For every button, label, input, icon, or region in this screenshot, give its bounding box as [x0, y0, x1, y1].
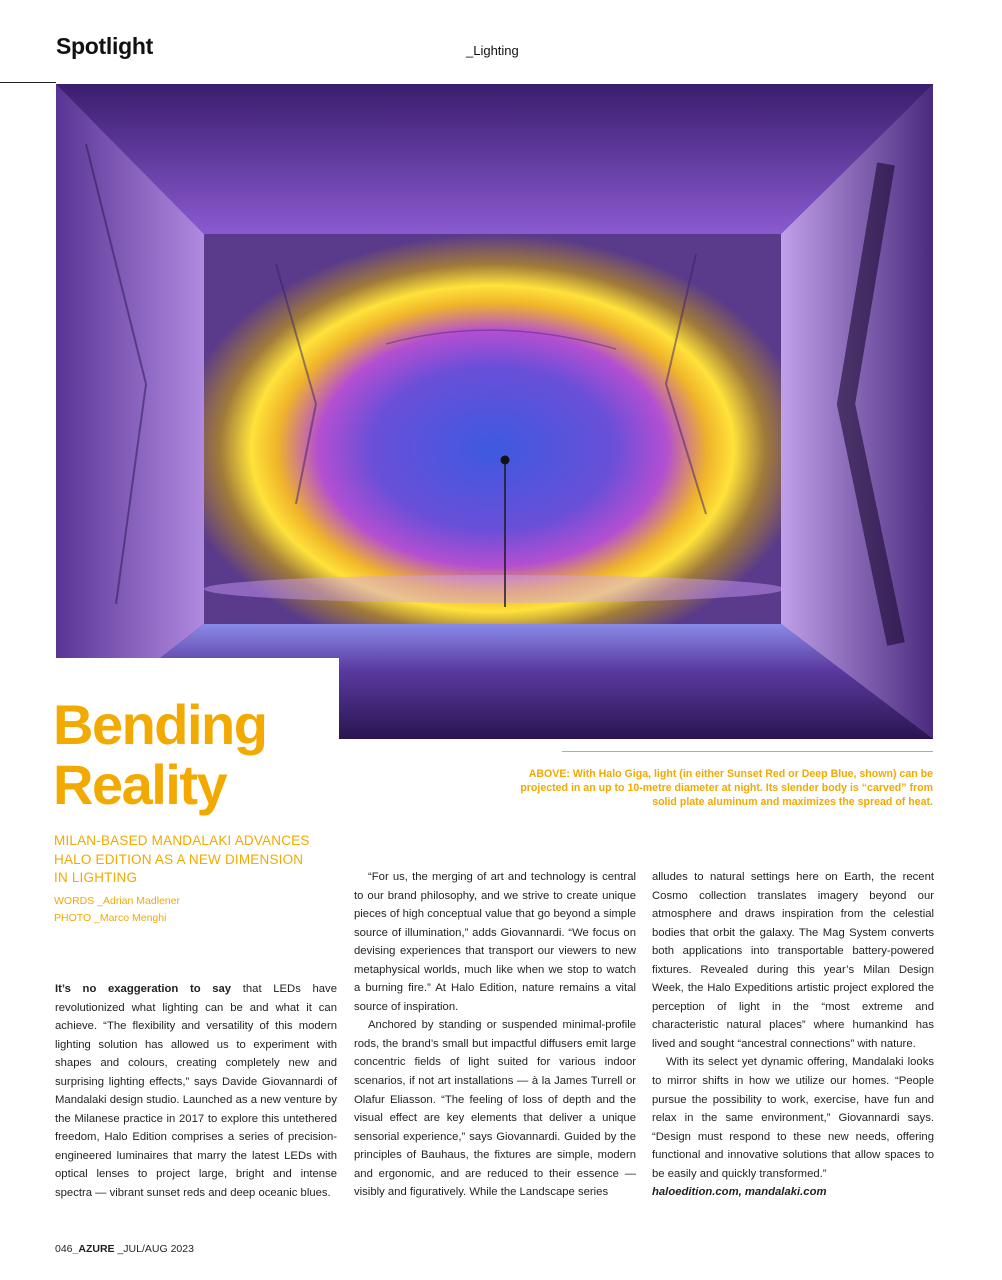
photo-credit: PHOTO _Marco Menghi	[54, 912, 167, 924]
magazine-name: _AZURE	[72, 1243, 115, 1255]
body-paragraph: Anchored by standing or suspended minimal-profile rods, the brand’s small but impactful diffusers emit large concentric fields of light suited for various indoor scenarios, if not art installations — à la James Turrell or Olafur Eliasson. “The feeling of loss of depth and the visual effect are key elements that deliver a unique sensorial experience,” says Giovannardi. Guided by the principles of Bauhaus, the fixtures are simple, modern and ergonomic, and are reduced to their essence — visibly and figuratively. While the Landscape series	[354, 1019, 636, 1199]
body-paragraph: “For us, the merging of art and technology is central to our brand philosophy, and we strive to create unique pieces of high conceptual value that go beyond a simple source of illumination,” adds Giovannardi. “We focus on devising experiences that transport our viewers to new metaphysical worlds, much like when we stop to watch a burning fire.” At Halo Edition, nature remains a vital source of inspiration.	[354, 871, 636, 1013]
website-links[interactable]: haloedition.com, mandalaki.com	[652, 1186, 827, 1199]
headline-line-1: Bending	[53, 693, 267, 756]
photo-caption: ABOVE: With Halo Giga, light (in either Sunset Red or Deep Blue, shown) can be projected in an up to 10-metre diameter at night. Its slender body is “carved” from solid plate aluminum and maximizes the spread of heat.	[520, 768, 933, 808]
body-paragraph: alludes to natural settings here on Earth, the recent Cosmo collection translates imagery beyond our atmosphere and draws inspiration from the celestial bodies that orbit the galaxy. The Mag System converts both applications into transportable battery-powered fixtures. Revealed during this year’s Milan Design Week, the Halo Expeditions artistic project explored the perception of light in the “most extreme and characteristic natural places” where humankind has lived and sought “ancestral connections” with nature.	[652, 871, 934, 1050]
body-column-1	[55, 980, 337, 1203]
dek: MILAN-BASED MANDALAKI ADVANCES HALO EDITION AS A NEW DIMENSION IN LIGHTING	[54, 833, 310, 885]
caption-rule	[562, 751, 933, 752]
section-kicker: _Lighting	[466, 43, 519, 58]
lead-in: It’s no exaggeration to say	[55, 983, 232, 995]
credits	[54, 893, 314, 927]
page-footer	[55, 1243, 194, 1255]
section-title: Spotlight	[56, 33, 153, 59]
body-column-3	[652, 868, 934, 1202]
headline	[53, 695, 353, 815]
author-credit: WORDS _Adrian Madlener	[54, 895, 181, 907]
headline-line-2: Reality	[53, 753, 227, 816]
hero-photo	[56, 84, 933, 739]
body-paragraph: With its select yet dynamic offering, Mandalaki looks to mirror shifts in how we utilize our homes. “People pursue the possibility to work, exercise, have fun and relax in the same environment,” Giovannardi says. “Design must respond to these new needs, offering functional and innovative solutions that allow spaces to be easily and quickly transformed.”	[652, 1056, 934, 1180]
body-column-2	[354, 868, 636, 1202]
issue-date: _JUL/AUG 2023	[117, 1243, 194, 1255]
hero-illustration	[56, 84, 933, 739]
body-text: that LEDs have revolutionized what lighting can be and what it can achieve. “The flexibility and versatility of this modern lighting solution has allowed us to experiment with shapes and colours, creating completely new and surprising lighting effects,” says Davide Giovannardi of Mandalaki design studio. Launched as a new venture by the Milanese practice in 2017 to explore this untethered freedom, Halo Edition comprises a series of precision-engineered luminaires that marry the latest LEDs with optical lenses to project large, bright and intense spectra — vibrant sunset reds and deep oceanic blues.	[55, 983, 337, 1200]
body-paragraph	[55, 980, 337, 1203]
page-number: 046	[55, 1243, 73, 1255]
header-rule	[0, 82, 56, 83]
